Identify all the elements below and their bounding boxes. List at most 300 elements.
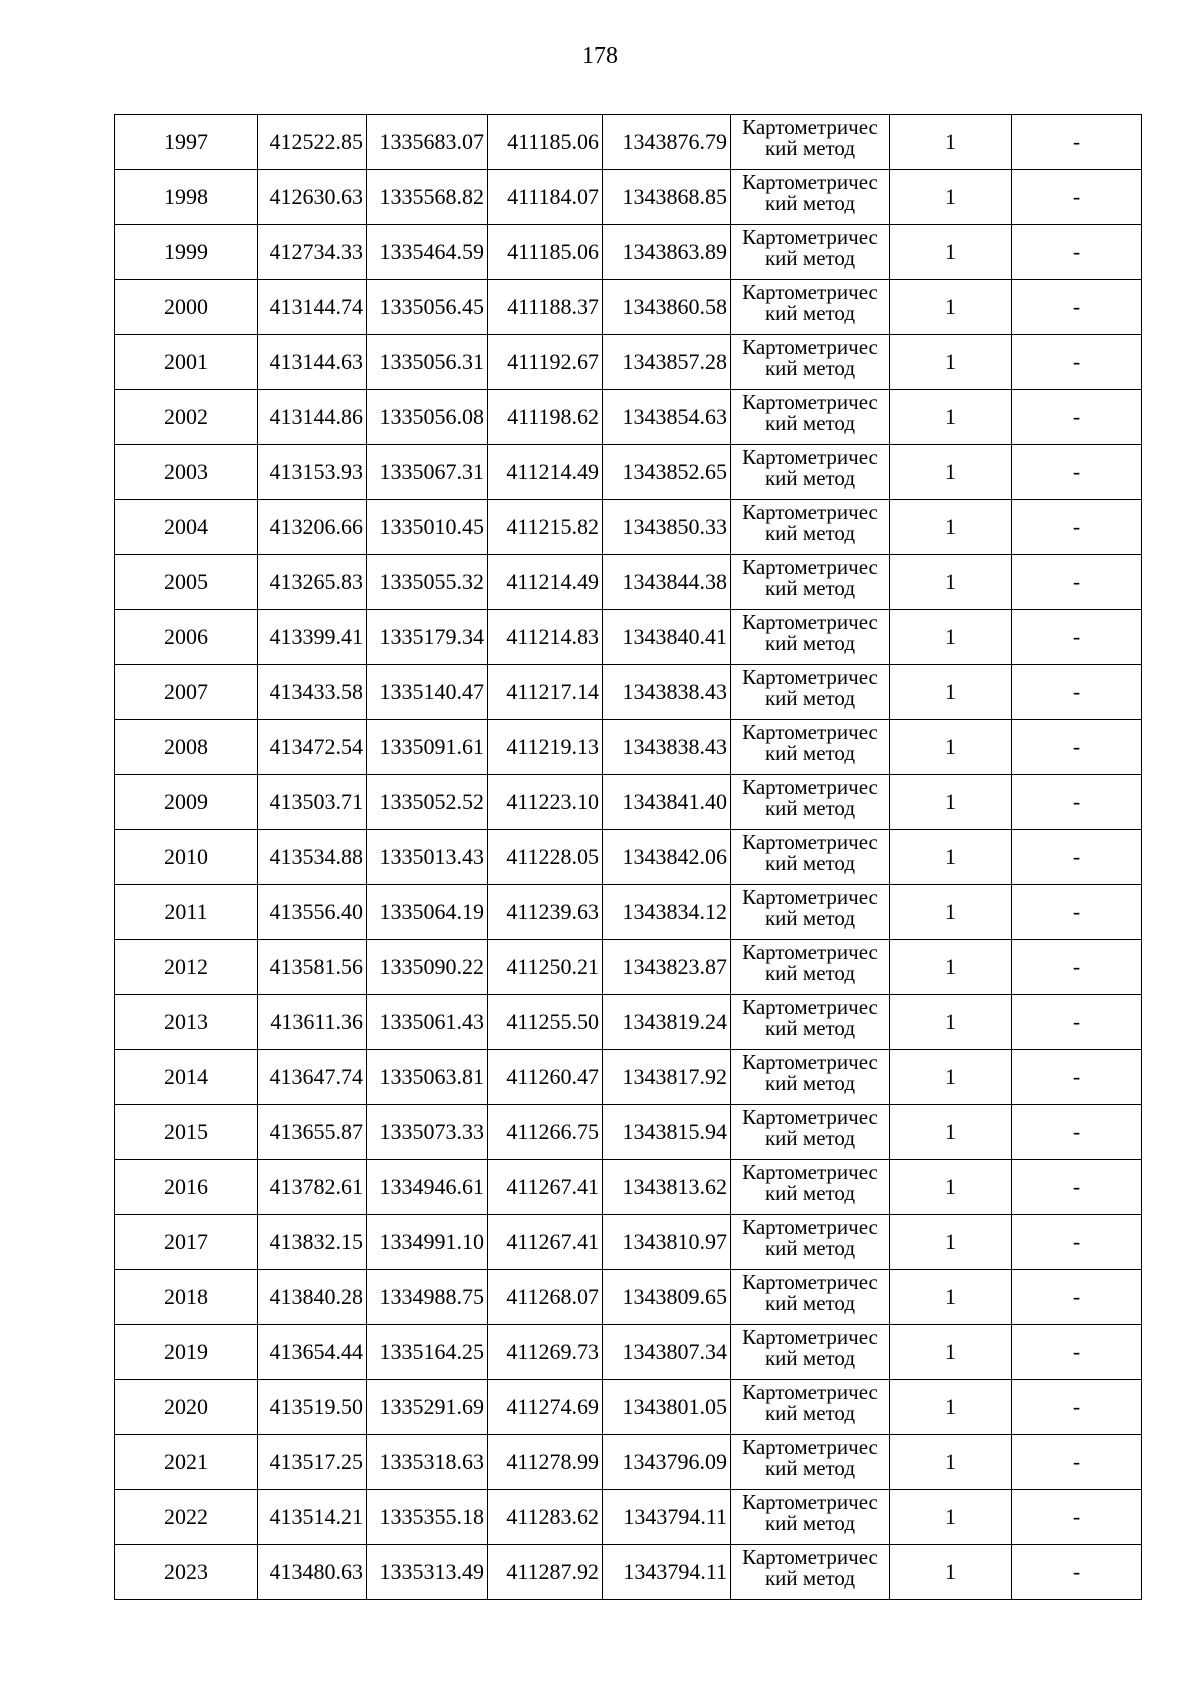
x2-coordinate-cell: 411219.13 <box>488 720 603 775</box>
y-coordinate-cell: 1335179.34 <box>367 610 488 665</box>
table-row <box>115 390 1142 445</box>
x2-coordinate-cell: 411192.67 <box>488 335 603 390</box>
point-number-cell: 2010 <box>115 830 258 885</box>
x2-coordinate-cell: 411214.49 <box>488 445 603 500</box>
method-line-2: кий метод <box>764 851 856 875</box>
note-cell: - <box>1012 1490 1142 1545</box>
table-row <box>115 940 1142 995</box>
method-line-2: кий метод <box>764 1236 856 1260</box>
table-row <box>115 1160 1142 1215</box>
method-cell <box>731 720 890 775</box>
method-cell <box>731 1050 890 1105</box>
point-number-cell: 2007 <box>115 665 258 720</box>
accuracy-cell: 1 <box>890 885 1012 940</box>
x2-coordinate-cell: 411268.07 <box>488 1270 603 1325</box>
table-row <box>115 995 1142 1050</box>
table-row <box>115 225 1142 280</box>
x2-coordinate-cell: 411250.21 <box>488 940 603 995</box>
method-line-2: кий метод <box>764 191 856 215</box>
note-cell: - <box>1012 940 1142 995</box>
x-coordinate-cell: 413472.54 <box>258 720 367 775</box>
y-coordinate-cell: 1335318.63 <box>367 1435 488 1490</box>
method-line-1: Картометричес <box>742 1490 878 1514</box>
note-cell: - <box>1012 445 1142 500</box>
point-number-cell: 2017 <box>115 1215 258 1270</box>
method-line-1: Картометричес <box>742 995 878 1019</box>
point-number-cell: 2005 <box>115 555 258 610</box>
accuracy-cell: 1 <box>890 940 1012 995</box>
method-line-1: Картометричес <box>742 665 878 689</box>
table-row <box>115 280 1142 335</box>
method-line-2: кий метод <box>764 961 856 985</box>
coordinates-table <box>114 114 1142 1600</box>
y-coordinate-cell: 1335355.18 <box>367 1490 488 1545</box>
x2-coordinate-cell: 411214.49 <box>488 555 603 610</box>
accuracy-cell: 1 <box>890 555 1012 610</box>
method-line-1: Картометричес <box>742 940 878 964</box>
point-number-cell: 2019 <box>115 1325 258 1380</box>
method-cell <box>731 830 890 885</box>
y-coordinate-cell: 1335091.61 <box>367 720 488 775</box>
method-cell <box>731 1105 890 1160</box>
y-coordinate-cell: 1335013.43 <box>367 830 488 885</box>
method-line-2: кий метод <box>764 136 856 160</box>
point-number-cell: 2014 <box>115 1050 258 1105</box>
method-cell <box>731 1325 890 1380</box>
x-coordinate-cell: 413503.71 <box>258 775 367 830</box>
method-line-1: Картометричес <box>742 1380 878 1404</box>
method-line-2: кий метод <box>764 1346 856 1370</box>
x2-coordinate-cell: 411274.69 <box>488 1380 603 1435</box>
y2-coordinate-cell: 1343807.34 <box>603 1325 731 1380</box>
note-cell: - <box>1012 1160 1142 1215</box>
table-row <box>115 1325 1142 1380</box>
y2-coordinate-cell: 1343819.24 <box>603 995 731 1050</box>
x2-coordinate-cell: 411283.62 <box>488 1490 603 1545</box>
x2-coordinate-cell: 411260.47 <box>488 1050 603 1105</box>
y2-coordinate-cell: 1343876.79 <box>603 115 731 170</box>
point-number-cell: 2018 <box>115 1270 258 1325</box>
x2-coordinate-cell: 411184.07 <box>488 170 603 225</box>
point-number-cell: 2011 <box>115 885 258 940</box>
method-cell <box>731 1545 890 1600</box>
point-number-cell: 2009 <box>115 775 258 830</box>
note-cell: - <box>1012 1105 1142 1160</box>
x-coordinate-cell: 413399.41 <box>258 610 367 665</box>
note-cell: - <box>1012 1545 1142 1600</box>
y2-coordinate-cell: 1343809.65 <box>603 1270 731 1325</box>
page-number: 178 <box>582 43 618 69</box>
method-line-2: кий метод <box>764 631 856 655</box>
note-cell: - <box>1012 775 1142 830</box>
x2-coordinate-cell: 411267.41 <box>488 1215 603 1270</box>
x-coordinate-cell: 412734.33 <box>258 225 367 280</box>
x2-coordinate-cell: 411188.37 <box>488 280 603 335</box>
x2-coordinate-cell: 411278.99 <box>488 1435 603 1490</box>
method-line-1: Картометричес <box>742 500 878 524</box>
x-coordinate-cell: 413782.61 <box>258 1160 367 1215</box>
point-number-cell: 2023 <box>115 1545 258 1600</box>
x-coordinate-cell: 413534.88 <box>258 830 367 885</box>
y2-coordinate-cell: 1343823.87 <box>603 940 731 995</box>
y2-coordinate-cell: 1343815.94 <box>603 1105 731 1160</box>
point-number-cell: 2013 <box>115 995 258 1050</box>
method-cell <box>731 390 890 445</box>
x-coordinate-cell: 412522.85 <box>258 115 367 170</box>
y-coordinate-cell: 1335061.43 <box>367 995 488 1050</box>
x2-coordinate-cell: 411266.75 <box>488 1105 603 1160</box>
method-cell <box>731 225 890 280</box>
method-line-1: Картометричес <box>742 775 878 799</box>
accuracy-cell: 1 <box>890 500 1012 555</box>
y-coordinate-cell: 1335291.69 <box>367 1380 488 1435</box>
point-number-cell: 2016 <box>115 1160 258 1215</box>
point-number-cell: 1999 <box>115 225 258 280</box>
table-row <box>115 170 1142 225</box>
table-row <box>115 1490 1142 1545</box>
y2-coordinate-cell: 1343841.40 <box>603 775 731 830</box>
point-number-cell: 1998 <box>115 170 258 225</box>
table-row <box>115 1215 1142 1270</box>
note-cell: - <box>1012 390 1142 445</box>
method-line-1: Картометричес <box>742 1545 878 1569</box>
x-coordinate-cell: 413655.87 <box>258 1105 367 1160</box>
method-cell <box>731 995 890 1050</box>
accuracy-cell: 1 <box>890 1050 1012 1105</box>
method-line-2: кий метод <box>764 1071 856 1095</box>
x-coordinate-cell: 413519.50 <box>258 1380 367 1435</box>
y2-coordinate-cell: 1343840.41 <box>603 610 731 665</box>
method-line-2: кий метод <box>764 411 856 435</box>
table-row <box>115 775 1142 830</box>
method-cell <box>731 885 890 940</box>
method-line-1: Картометричес <box>742 170 878 194</box>
x2-coordinate-cell: 411217.14 <box>488 665 603 720</box>
x2-coordinate-cell: 411198.62 <box>488 390 603 445</box>
accuracy-cell: 1 <box>890 115 1012 170</box>
x-coordinate-cell: 413840.28 <box>258 1270 367 1325</box>
method-line-1: Картометричес <box>742 445 878 469</box>
y-coordinate-cell: 1334946.61 <box>367 1160 488 1215</box>
method-line-1: Картометричес <box>742 885 878 909</box>
y2-coordinate-cell: 1343857.28 <box>603 335 731 390</box>
y-coordinate-cell: 1335056.31 <box>367 335 488 390</box>
accuracy-cell: 1 <box>890 170 1012 225</box>
x-coordinate-cell: 413647.74 <box>258 1050 367 1105</box>
note-cell: - <box>1012 115 1142 170</box>
x-coordinate-cell: 413433.58 <box>258 665 367 720</box>
method-line-2: кий метод <box>764 466 856 490</box>
y2-coordinate-cell: 1343810.97 <box>603 1215 731 1270</box>
method-cell <box>731 1435 890 1490</box>
method-line-1: Картометричес <box>742 1050 878 1074</box>
x2-coordinate-cell: 411255.50 <box>488 995 603 1050</box>
y-coordinate-cell: 1335010.45 <box>367 500 488 555</box>
x-coordinate-cell: 413206.66 <box>258 500 367 555</box>
point-number-cell: 2022 <box>115 1490 258 1545</box>
method-cell <box>731 335 890 390</box>
table-row <box>115 1380 1142 1435</box>
method-line-1: Картометричес <box>742 1105 878 1129</box>
y-coordinate-cell: 1334988.75 <box>367 1270 488 1325</box>
point-number-cell: 2012 <box>115 940 258 995</box>
y2-coordinate-cell: 1343813.62 <box>603 1160 731 1215</box>
note-cell: - <box>1012 1435 1142 1490</box>
accuracy-cell: 1 <box>890 280 1012 335</box>
note-cell: - <box>1012 720 1142 775</box>
point-number-cell: 2020 <box>115 1380 258 1435</box>
note-cell: - <box>1012 1215 1142 1270</box>
y-coordinate-cell: 1335090.22 <box>367 940 488 995</box>
accuracy-cell: 1 <box>890 720 1012 775</box>
method-cell <box>731 170 890 225</box>
table-row <box>115 720 1142 775</box>
method-cell <box>731 775 890 830</box>
note-cell: - <box>1012 1270 1142 1325</box>
method-line-1: Картометричес <box>742 280 878 304</box>
method-cell <box>731 1160 890 1215</box>
x-coordinate-cell: 413144.74 <box>258 280 367 335</box>
y2-coordinate-cell: 1343850.33 <box>603 500 731 555</box>
method-line-2: кий метод <box>764 1566 856 1590</box>
method-line-2: кий метод <box>764 741 856 765</box>
method-line-1: Картометричес <box>742 1435 878 1459</box>
point-number-cell: 2002 <box>115 390 258 445</box>
point-number-cell: 2003 <box>115 445 258 500</box>
method-cell <box>731 1380 890 1435</box>
method-line-2: кий метод <box>764 1126 856 1150</box>
method-line-1: Картометричес <box>742 610 878 634</box>
method-line-1: Картометричес <box>742 720 878 744</box>
method-line-2: кий метод <box>764 576 856 600</box>
y-coordinate-cell: 1335056.08 <box>367 390 488 445</box>
note-cell: - <box>1012 225 1142 280</box>
x2-coordinate-cell: 411223.10 <box>488 775 603 830</box>
method-line-2: кий метод <box>764 796 856 820</box>
method-line-2: кий метод <box>764 1291 856 1315</box>
x-coordinate-cell: 413654.44 <box>258 1325 367 1380</box>
method-line-2: кий метод <box>764 1456 856 1480</box>
y2-coordinate-cell: 1343842.06 <box>603 830 731 885</box>
x2-coordinate-cell: 411185.06 <box>488 115 603 170</box>
y2-coordinate-cell: 1343863.89 <box>603 225 731 280</box>
x2-coordinate-cell: 411239.63 <box>488 885 603 940</box>
y2-coordinate-cell: 1343838.43 <box>603 665 731 720</box>
x2-coordinate-cell: 411287.92 <box>488 1545 603 1600</box>
x-coordinate-cell: 413480.63 <box>258 1545 367 1600</box>
accuracy-cell: 1 <box>890 1435 1012 1490</box>
table-row <box>115 555 1142 610</box>
x-coordinate-cell: 413265.83 <box>258 555 367 610</box>
y2-coordinate-cell: 1343834.12 <box>603 885 731 940</box>
note-cell: - <box>1012 995 1142 1050</box>
y-coordinate-cell: 1334991.10 <box>367 1215 488 1270</box>
method-cell <box>731 665 890 720</box>
note-cell: - <box>1012 665 1142 720</box>
method-cell <box>731 610 890 665</box>
x-coordinate-cell: 413517.25 <box>258 1435 367 1490</box>
point-number-cell: 1997 <box>115 115 258 170</box>
point-number-cell: 2006 <box>115 610 258 665</box>
x-coordinate-cell: 413556.40 <box>258 885 367 940</box>
x2-coordinate-cell: 411215.82 <box>488 500 603 555</box>
x2-coordinate-cell: 411269.73 <box>488 1325 603 1380</box>
table-row <box>115 665 1142 720</box>
y-coordinate-cell: 1335063.81 <box>367 1050 488 1105</box>
method-line-2: кий метод <box>764 1181 856 1205</box>
accuracy-cell: 1 <box>890 1545 1012 1600</box>
y2-coordinate-cell: 1343868.85 <box>603 170 731 225</box>
y2-coordinate-cell: 1343838.43 <box>603 720 731 775</box>
accuracy-cell: 1 <box>890 335 1012 390</box>
method-cell <box>731 280 890 335</box>
accuracy-cell: 1 <box>890 830 1012 885</box>
y2-coordinate-cell: 1343854.63 <box>603 390 731 445</box>
y-coordinate-cell: 1335683.07 <box>367 115 488 170</box>
x2-coordinate-cell: 411185.06 <box>488 225 603 280</box>
accuracy-cell: 1 <box>890 775 1012 830</box>
y-coordinate-cell: 1335067.31 <box>367 445 488 500</box>
y-coordinate-cell: 1335052.52 <box>367 775 488 830</box>
x-coordinate-cell: 413144.63 <box>258 335 367 390</box>
method-line-1: Картометричес <box>742 335 878 359</box>
method-line-2: кий метод <box>764 246 856 270</box>
note-cell: - <box>1012 500 1142 555</box>
y-coordinate-cell: 1335055.32 <box>367 555 488 610</box>
table-body <box>115 115 1142 1600</box>
table-row <box>115 1105 1142 1160</box>
accuracy-cell: 1 <box>890 390 1012 445</box>
x-coordinate-cell: 413153.93 <box>258 445 367 500</box>
note-cell: - <box>1012 555 1142 610</box>
note-cell: - <box>1012 830 1142 885</box>
method-line-1: Картометричес <box>742 555 878 579</box>
x-coordinate-cell: 413611.36 <box>258 995 367 1050</box>
point-number-cell: 2015 <box>115 1105 258 1160</box>
y-coordinate-cell: 1335140.47 <box>367 665 488 720</box>
y-coordinate-cell: 1335064.19 <box>367 885 488 940</box>
method-line-1: Картометричес <box>742 225 878 249</box>
table-row <box>115 610 1142 665</box>
table-row <box>115 445 1142 500</box>
method-line-1: Картометричес <box>742 390 878 414</box>
method-line-1: Картометричес <box>742 1325 878 1349</box>
table-row <box>115 1435 1142 1490</box>
y-coordinate-cell: 1335568.82 <box>367 170 488 225</box>
method-line-2: кий метод <box>764 906 856 930</box>
note-cell: - <box>1012 1380 1142 1435</box>
method-cell <box>731 115 890 170</box>
note-cell: - <box>1012 280 1142 335</box>
x2-coordinate-cell: 411267.41 <box>488 1160 603 1215</box>
table-row <box>115 335 1142 390</box>
y-coordinate-cell: 1335164.25 <box>367 1325 488 1380</box>
method-line-2: кий метод <box>764 521 856 545</box>
method-cell <box>731 445 890 500</box>
table-row <box>115 115 1142 170</box>
accuracy-cell: 1 <box>890 1160 1012 1215</box>
y-coordinate-cell: 1335464.59 <box>367 225 488 280</box>
method-cell <box>731 1490 890 1545</box>
point-number-cell: 2001 <box>115 335 258 390</box>
method-cell <box>731 1270 890 1325</box>
note-cell: - <box>1012 170 1142 225</box>
y2-coordinate-cell: 1343817.92 <box>603 1050 731 1105</box>
table-row <box>115 830 1142 885</box>
x-coordinate-cell: 413581.56 <box>258 940 367 995</box>
point-number-cell: 2004 <box>115 500 258 555</box>
method-cell <box>731 1215 890 1270</box>
accuracy-cell: 1 <box>890 665 1012 720</box>
table-row <box>115 885 1142 940</box>
y-coordinate-cell: 1335073.33 <box>367 1105 488 1160</box>
y2-coordinate-cell: 1343801.05 <box>603 1380 731 1435</box>
note-cell: - <box>1012 610 1142 665</box>
y2-coordinate-cell: 1343852.65 <box>603 445 731 500</box>
y2-coordinate-cell: 1343794.11 <box>603 1490 731 1545</box>
accuracy-cell: 1 <box>890 610 1012 665</box>
method-line-2: кий метод <box>764 686 856 710</box>
y-coordinate-cell: 1335056.45 <box>367 280 488 335</box>
point-number-cell: 2008 <box>115 720 258 775</box>
method-line-2: кий метод <box>764 301 856 325</box>
method-line-1: Картометричес <box>742 1160 878 1184</box>
table-row <box>115 1545 1142 1600</box>
table-row <box>115 1050 1142 1105</box>
method-line-1: Картометричес <box>742 1215 878 1239</box>
method-line-1: Картометричес <box>742 1270 878 1294</box>
note-cell: - <box>1012 1050 1142 1105</box>
accuracy-cell: 1 <box>890 1215 1012 1270</box>
method-line-1: Картометричес <box>742 830 878 854</box>
y2-coordinate-cell: 1343860.58 <box>603 280 731 335</box>
y2-coordinate-cell: 1343794.11 <box>603 1545 731 1600</box>
note-cell: - <box>1012 885 1142 940</box>
point-number-cell: 2021 <box>115 1435 258 1490</box>
method-line-1: Картометричес <box>742 115 878 139</box>
y2-coordinate-cell: 1343796.09 <box>603 1435 731 1490</box>
method-cell <box>731 555 890 610</box>
accuracy-cell: 1 <box>890 1105 1012 1160</box>
x-coordinate-cell: 412630.63 <box>258 170 367 225</box>
accuracy-cell: 1 <box>890 995 1012 1050</box>
method-cell <box>731 500 890 555</box>
method-line-2: кий метод <box>764 1016 856 1040</box>
accuracy-cell: 1 <box>890 1325 1012 1380</box>
note-cell: - <box>1012 1325 1142 1380</box>
accuracy-cell: 1 <box>890 1490 1012 1545</box>
point-number-cell: 2000 <box>115 280 258 335</box>
method-line-2: кий метод <box>764 1511 856 1535</box>
table-row <box>115 1270 1142 1325</box>
table-row <box>115 500 1142 555</box>
y2-coordinate-cell: 1343844.38 <box>603 555 731 610</box>
x-coordinate-cell: 413832.15 <box>258 1215 367 1270</box>
method-line-2: кий метод <box>764 356 856 380</box>
accuracy-cell: 1 <box>890 1380 1012 1435</box>
method-cell <box>731 940 890 995</box>
accuracy-cell: 1 <box>890 1270 1012 1325</box>
x-coordinate-cell: 413144.86 <box>258 390 367 445</box>
accuracy-cell: 1 <box>890 225 1012 280</box>
x2-coordinate-cell: 411228.05 <box>488 830 603 885</box>
x-coordinate-cell: 413514.21 <box>258 1490 367 1545</box>
method-line-2: кий метод <box>764 1401 856 1425</box>
accuracy-cell: 1 <box>890 445 1012 500</box>
note-cell: - <box>1012 335 1142 390</box>
y-coordinate-cell: 1335313.49 <box>367 1545 488 1600</box>
x2-coordinate-cell: 411214.83 <box>488 610 603 665</box>
